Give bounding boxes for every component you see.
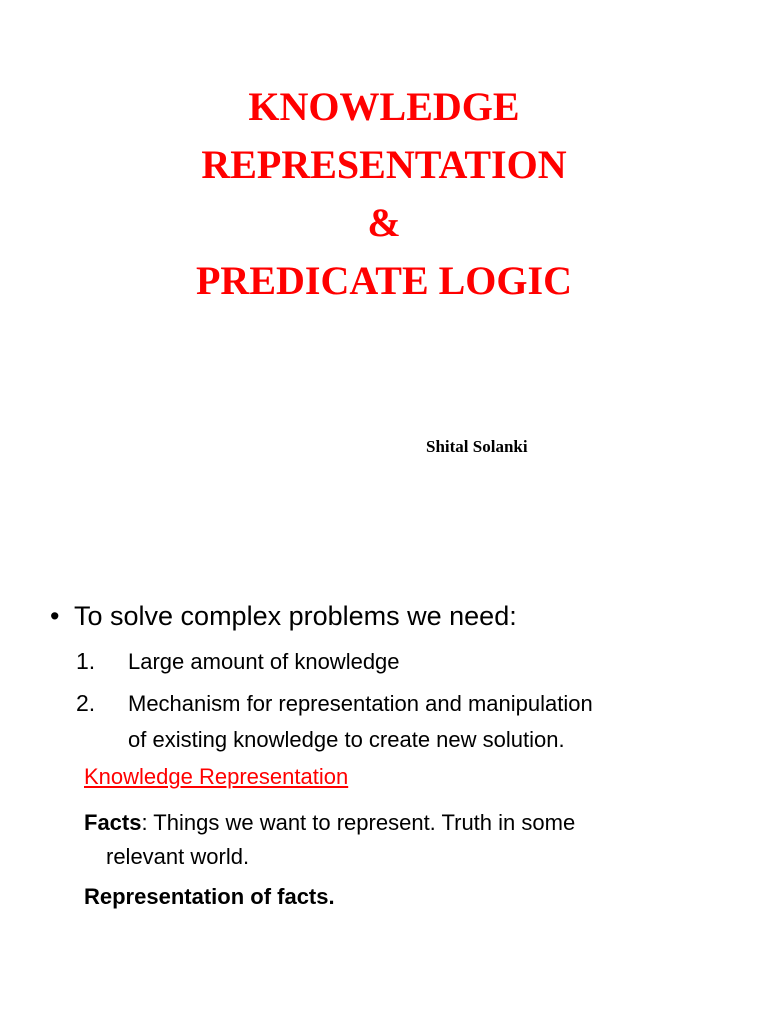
facts-text: : Things we want to represent. Truth in some (141, 810, 576, 835)
knowledge-representation-heading: Knowledge Representation (84, 764, 349, 789)
bullet-text: To solve complex problems we need: (74, 601, 517, 631)
facts-text-continued: relevant world. (106, 844, 250, 869)
title-line: REPRESENTATION (201, 142, 567, 187)
numbered-item (76, 643, 400, 680)
title-line: PREDICATE LOGIC (196, 258, 572, 303)
representation-of-facts: Representation of facts. (84, 884, 335, 909)
numbered-item (76, 685, 593, 758)
item-number: 1. (76, 648, 96, 674)
slide-title (0, 78, 768, 310)
facts-definition (84, 806, 575, 874)
item-text: Large amount of knowledge (128, 649, 400, 674)
item-number: 2. (76, 690, 96, 716)
title-line: & (367, 200, 401, 245)
title-line: KNOWLEDGE (248, 84, 520, 129)
bullet-item (50, 601, 517, 632)
item-text-continued: of existing knowledge to create new solution. (128, 727, 565, 752)
author-name: Shital Solanki (426, 437, 528, 456)
facts-label: Facts (84, 810, 142, 835)
bullet-dot: • (50, 601, 60, 631)
item-text: Mechanism for representation and manipulation (128, 691, 593, 716)
